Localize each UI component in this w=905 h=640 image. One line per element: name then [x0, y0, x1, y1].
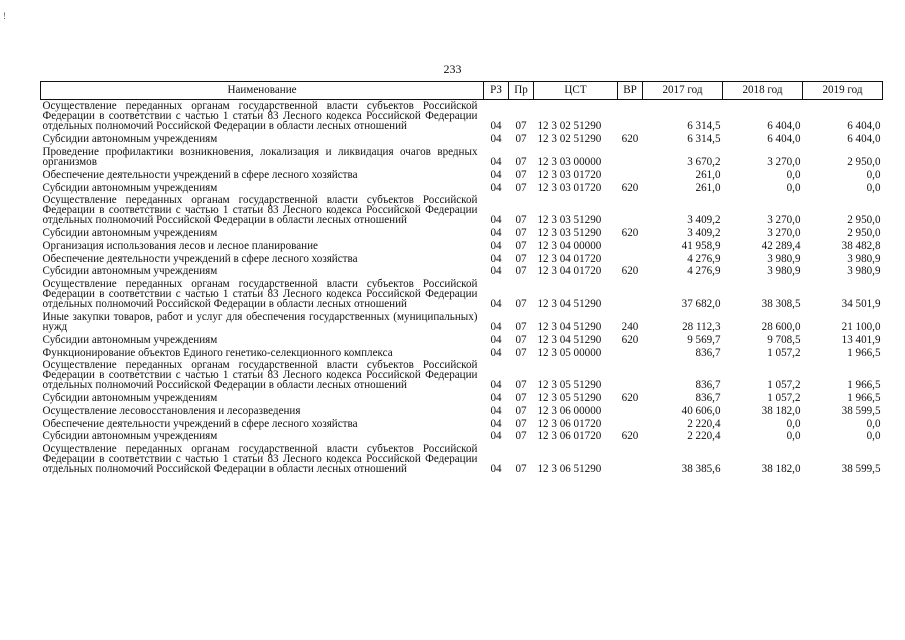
- row-cst: 12 3 04 01720: [537, 265, 602, 278]
- row-vr: 620: [621, 227, 639, 240]
- row-pr: 07: [515, 463, 527, 476]
- header-name: Наименование: [41, 82, 484, 100]
- row-2019: 21 100,0: [841, 320, 881, 333]
- table-row: [41, 430, 883, 443]
- row-cst: 12 3 02 51290: [537, 133, 602, 146]
- row-cst: 12 3 06 51290: [537, 463, 602, 476]
- row-2018: 9 708,5: [767, 333, 801, 346]
- row-name: Субсидии автономным учреждениям: [42, 430, 218, 443]
- row-cst: 12 3 03 00000: [537, 155, 602, 168]
- row-2018: 28 600,0: [761, 320, 801, 333]
- row-rz: 04: [490, 404, 502, 417]
- row-pr: 07: [515, 346, 527, 359]
- row-name: Субсидии автономным учреждениям: [42, 333, 218, 346]
- row-rz: 04: [490, 214, 502, 227]
- row-2018: 6 404,0: [767, 133, 801, 146]
- row-2017: 37 682,0: [681, 298, 721, 311]
- row-2018: 38 308,5: [761, 298, 801, 311]
- row-2017: 6 314,5: [687, 120, 721, 133]
- row-vr: [618, 359, 643, 392]
- row-name: Осуществление переданных органам государственной власти субъектов Российской Федерации в соответствии с частью 1 статьи 83 Лесного кодекса Российской Федерации отдельных полномочий Российской Федерации в области лесных отношений: [42, 443, 478, 476]
- budget-table: [40, 81, 883, 476]
- row-2019: 2 950,0: [847, 155, 881, 168]
- row-2018: 0,0: [786, 181, 801, 194]
- table-header-row: [41, 82, 883, 100]
- row-2019: 13 401,9: [841, 333, 881, 346]
- row-2019: 3 980,9: [847, 265, 881, 278]
- row-vr: [618, 100, 643, 133]
- row-pr: 07: [515, 404, 527, 417]
- row-name: Субсидии автономным учреждениям: [42, 133, 218, 146]
- row-2017: 836,7: [695, 346, 721, 359]
- row-cst: 12 3 05 51290: [537, 379, 602, 392]
- header-cst: ЦСТ: [534, 82, 618, 100]
- row-vr: [618, 405, 643, 418]
- row-2018: 3 980,9: [767, 252, 801, 265]
- row-cst: 12 3 03 51290: [537, 214, 602, 227]
- row-pr: 07: [515, 379, 527, 392]
- row-vr: 620: [621, 430, 639, 443]
- table-row: [41, 168, 883, 181]
- row-cst: 12 3 06 01720: [537, 417, 602, 430]
- row-2018: 0,0: [786, 168, 801, 181]
- row-2019: 38 482,8: [841, 239, 881, 252]
- row-pr: 07: [515, 265, 527, 278]
- row-2019: 38 599,5: [841, 463, 881, 476]
- row-pr: 07: [515, 298, 527, 311]
- row-2017: 41 958,9: [681, 239, 721, 252]
- row-2019: 0,0: [866, 181, 881, 194]
- header-vr: ВР: [618, 82, 643, 100]
- row-vr: 240: [621, 320, 639, 333]
- row-rz: 04: [490, 252, 502, 265]
- row-rz: 04: [490, 120, 502, 133]
- row-vr: [618, 278, 643, 311]
- row-cst: 12 3 04 51290: [537, 333, 602, 346]
- row-2017: 40 606,0: [681, 404, 721, 417]
- row-vr: [618, 443, 643, 476]
- row-2019: 2 950,0: [847, 227, 881, 240]
- row-rz: 04: [490, 379, 502, 392]
- row-vr: [618, 239, 643, 252]
- table-row: [41, 100, 883, 133]
- row-2019: 0,0: [866, 430, 881, 443]
- row-vr: [618, 146, 643, 169]
- row-cst: 12 3 04 51290: [537, 320, 602, 333]
- row-2017: 261,0: [695, 181, 721, 194]
- row-2019: 0,0: [866, 168, 881, 181]
- row-2017: 6 314,5: [687, 133, 721, 146]
- table-row: [41, 311, 883, 334]
- row-name: Осуществление переданных органам государственной власти субъектов Российской Федерации в соответствии с частью 1 статьи 83 Лесного кодекса Российской Федерации отдельных полномочий Российской Федерации в области лесных отношений: [42, 100, 478, 133]
- row-pr: 07: [515, 168, 527, 181]
- row-2019: 38 599,5: [841, 404, 881, 417]
- table-row: [41, 133, 883, 146]
- row-2017: 28 112,3: [682, 320, 721, 333]
- row-pr: 07: [515, 320, 527, 333]
- row-2019: 0,0: [866, 417, 881, 430]
- row-2017: 4 276,9: [687, 265, 721, 278]
- table-row: [41, 333, 883, 346]
- row-name: Обеспечение деятельности учреждений в сфере лесного хозяйства: [42, 252, 358, 265]
- row-cst: 12 3 06 00000: [537, 404, 602, 417]
- row-pr: 07: [515, 214, 527, 227]
- row-vr: [618, 168, 643, 181]
- row-cst: 12 3 04 00000: [537, 239, 602, 252]
- row-rz: 04: [490, 392, 502, 405]
- table-row: [41, 417, 883, 430]
- row-pr: 07: [515, 181, 527, 194]
- row-name: Субсидии автономным учреждениям: [42, 181, 218, 194]
- table-row: [41, 146, 883, 169]
- row-vr: 620: [621, 392, 639, 405]
- margin-mark: !: [3, 11, 6, 21]
- row-2017: 38 385,6: [681, 463, 721, 476]
- row-rz: 04: [490, 417, 502, 430]
- header-2018: 2018 год: [723, 82, 803, 100]
- row-pr: 07: [515, 252, 527, 265]
- row-vr: 620: [621, 333, 639, 346]
- row-rz: 04: [490, 227, 502, 240]
- row-name: Обеспечение деятельности учреждений в сфере лесного хозяйства: [42, 417, 358, 430]
- row-vr: [618, 194, 643, 227]
- row-pr: 07: [515, 227, 527, 240]
- table-row: [41, 346, 883, 359]
- row-2018: 1 057,2: [767, 379, 801, 392]
- row-rz: 04: [490, 265, 502, 278]
- row-cst: 12 3 02 51290: [537, 120, 602, 133]
- row-name: Субсидии автономным учреждениям: [42, 392, 218, 405]
- row-rz: 04: [490, 346, 502, 359]
- table-row: [41, 265, 883, 278]
- row-2017: 3 670,2: [687, 155, 721, 168]
- row-2017: 3 409,2: [687, 214, 721, 227]
- header-rz: РЗ: [484, 82, 509, 100]
- table-row: [41, 181, 883, 194]
- row-2018: 38 182,0: [761, 404, 801, 417]
- row-2019: 1 966,5: [847, 392, 881, 405]
- row-2018: 42 289,4: [761, 239, 801, 252]
- table-row: [41, 405, 883, 418]
- row-name: Осуществление переданных органам государственной власти субъектов Российской Федерации в соответствии с частью 1 статьи 83 Лесного кодекса Российской Федерации отдельных полномочий Российской Федерации в области лесных отношений: [42, 278, 478, 311]
- row-pr: 07: [515, 392, 527, 405]
- row-pr: 07: [515, 133, 527, 146]
- table-row: [41, 252, 883, 265]
- row-rz: 04: [490, 320, 502, 333]
- row-name: Иные закупки товаров, работ и услуг для обеспечения государственных (муниципальных) нужд: [42, 310, 478, 333]
- row-vr: 620: [621, 133, 639, 146]
- row-rz: 04: [490, 181, 502, 194]
- row-pr: 07: [515, 417, 527, 430]
- row-rz: 04: [490, 168, 502, 181]
- row-pr: 07: [515, 155, 527, 168]
- row-rz: 04: [490, 298, 502, 311]
- row-vr: 620: [621, 265, 639, 278]
- row-name: Осуществление переданных органам государственной власти субъектов Российской Федерации в соответствии с частью 1 статьи 83 Лесного кодекса Российской Федерации отдельных полномочий Российской Федерации в области лесных отношений: [42, 194, 478, 227]
- row-2019: 6 404,0: [847, 133, 881, 146]
- row-2017: 261,0: [695, 168, 721, 181]
- row-cst: 12 3 05 51290: [537, 392, 602, 405]
- table-row: [41, 443, 883, 476]
- row-name: Субсидии автономным учреждениям: [42, 265, 218, 278]
- row-2017: 836,7: [695, 379, 721, 392]
- header-2017: 2017 год: [643, 82, 723, 100]
- table-row: [41, 239, 883, 252]
- row-rz: 04: [490, 430, 502, 443]
- header-2019: 2019 год: [803, 82, 883, 100]
- row-2018: 0,0: [786, 430, 801, 443]
- row-2017: 9 569,7: [687, 333, 721, 346]
- row-pr: 07: [515, 333, 527, 346]
- row-rz: 04: [490, 155, 502, 168]
- row-cst: 12 3 03 51290: [537, 227, 602, 240]
- table-row: [41, 227, 883, 240]
- row-2018: 6 404,0: [767, 120, 801, 133]
- row-name: Проведение профилактики возникновения, локализация и ликвидация очагов вредных организмов: [42, 145, 478, 168]
- row-cst: 12 3 04 01720: [537, 252, 602, 265]
- row-name: Обеспечение деятельности учреждений в сфере лесного хозяйства: [42, 168, 358, 181]
- table-row: [41, 194, 883, 227]
- row-rz: 04: [490, 463, 502, 476]
- row-vr: 620: [621, 181, 639, 194]
- row-2017: 2 220,4: [687, 430, 721, 443]
- row-2018: 3 270,0: [767, 227, 801, 240]
- row-name: Осуществление переданных органам государственной власти субъектов Российской Федерации в соответствии с частью 1 статьи 83 Лесного кодекса Российской Федерации отдельных полномочий Российской Федерации в области лесных отношений: [42, 359, 478, 392]
- row-pr: 07: [515, 430, 527, 443]
- row-2017: 4 276,9: [687, 252, 721, 265]
- row-rz: 04: [490, 333, 502, 346]
- row-cst: 12 3 03 01720: [537, 168, 602, 181]
- row-rz: 04: [490, 133, 502, 146]
- row-2018: 38 182,0: [761, 463, 801, 476]
- row-cst: 12 3 03 01720: [537, 181, 602, 194]
- row-name: Функционирование объектов Единого генетико-селекционного комплекса: [42, 346, 393, 359]
- table-body: [41, 100, 883, 476]
- row-2019: 2 950,0: [847, 214, 881, 227]
- row-pr: 07: [515, 239, 527, 252]
- table-row: [41, 392, 883, 405]
- row-vr: [618, 252, 643, 265]
- row-2018: 1 057,2: [767, 346, 801, 359]
- row-2018: 0,0: [786, 417, 801, 430]
- row-cst: 12 3 05 00000: [537, 346, 602, 359]
- table-row: [41, 278, 883, 311]
- row-2019: 1 966,5: [847, 346, 881, 359]
- row-pr: 07: [515, 120, 527, 133]
- row-2019: 3 980,9: [847, 252, 881, 265]
- row-2018: 3 270,0: [767, 155, 801, 168]
- row-2018: 1 057,2: [767, 392, 801, 405]
- row-vr: [618, 346, 643, 359]
- row-2018: 3 980,9: [767, 265, 801, 278]
- table-row: [41, 359, 883, 392]
- row-vr: [618, 417, 643, 430]
- row-2019: 1 966,5: [847, 379, 881, 392]
- row-2017: 836,7: [695, 392, 721, 405]
- row-name: Субсидии автономным учреждениям: [42, 227, 218, 240]
- row-cst: 12 3 04 51290: [537, 298, 602, 311]
- row-name: Осуществление лесовосстановления и лесоразведения: [42, 404, 301, 417]
- row-2019: 6 404,0: [847, 120, 881, 133]
- row-2019: 34 501,9: [841, 298, 881, 311]
- header-pr: Пр: [509, 82, 534, 100]
- row-name: Организация использования лесов и лесное планирование: [42, 239, 318, 252]
- row-rz: 04: [490, 239, 502, 252]
- row-2017: 3 409,2: [687, 227, 721, 240]
- row-cst: 12 3 06 01720: [537, 430, 602, 443]
- row-2018: 3 270,0: [767, 214, 801, 227]
- row-2017: 2 220,4: [687, 417, 721, 430]
- page-number: 233: [443, 62, 462, 76]
